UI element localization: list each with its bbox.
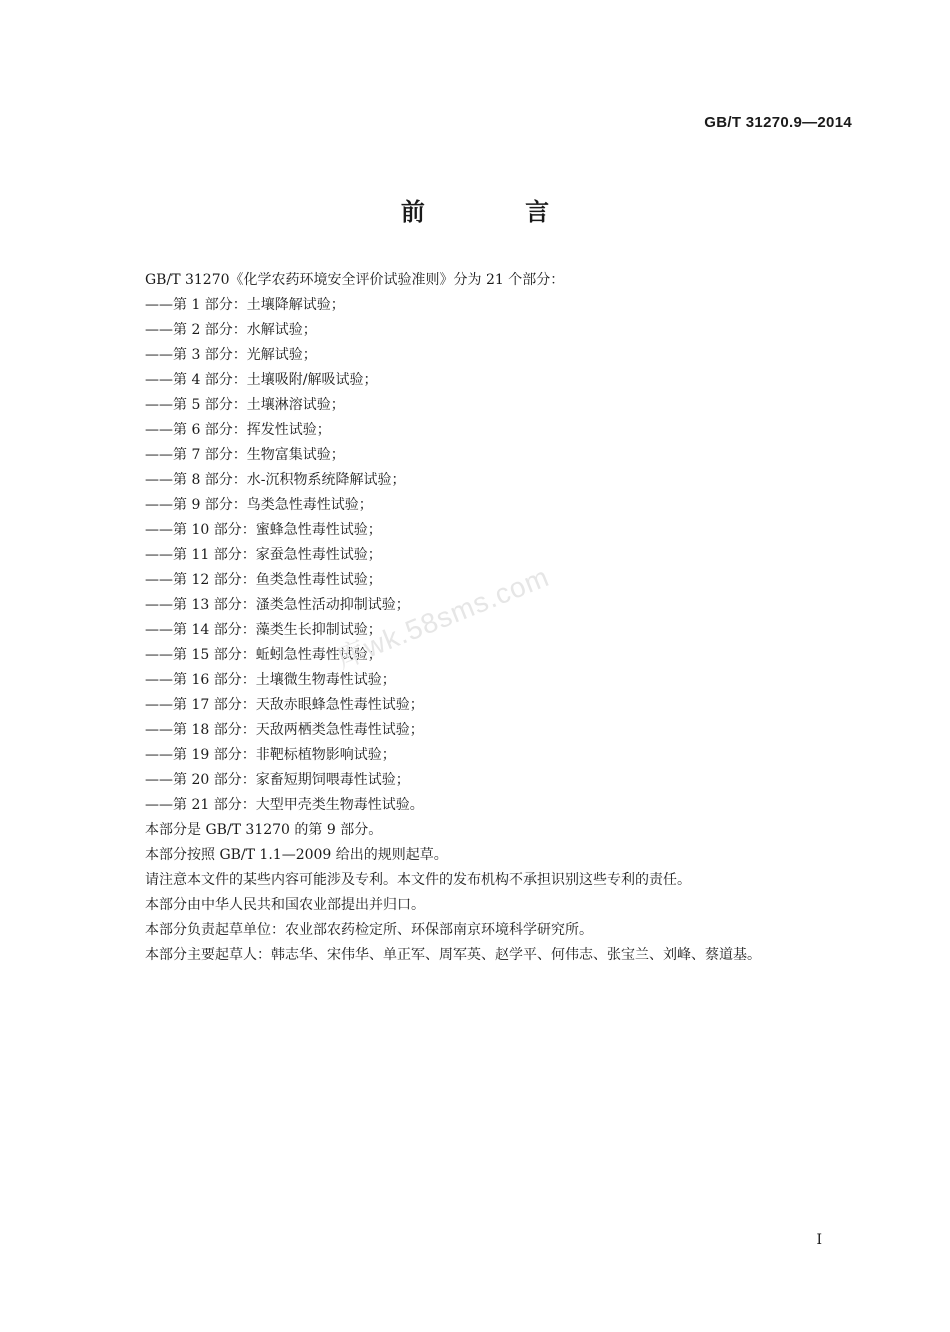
- list-item: ——第 12 部分：鱼类急性毒性试验；: [145, 572, 382, 588]
- page-title: 前 言: [400, 198, 596, 226]
- list-item: ——第 10 部分：蜜蜂急性毒性试验；: [145, 522, 382, 538]
- list-item: ——第 17 部分：天敌赤眼蜂急性毒性试验；: [145, 697, 424, 713]
- list-item: ——第 5 部分：土壤淋溶试验；: [145, 397, 345, 413]
- page-number: I: [816, 1232, 822, 1248]
- list-item: ——第 20 部分：家畜短期饲喂毒性试验；: [145, 772, 410, 788]
- list-item: ——第 2 部分：水解试验；: [145, 322, 317, 338]
- list-item: ——第 4 部分：土壤吸附/解吸试验；: [145, 372, 378, 388]
- note-line: 请注意本文件的某些内容可能涉及专利。本文件的发布机构不承担识别这些专利的责任。: [145, 872, 691, 888]
- list-item: ——第 18 部分：天敌两栖类急性毒性试验；: [145, 722, 424, 738]
- intro-paragraph: GB/T 31270《化学农药环境安全评价试验准则》分为 21 个部分：: [145, 272, 565, 288]
- parts-list: [145, 293, 825, 818]
- note-line: 本部分由中华人民共和国农业部提出并归口。: [145, 897, 425, 913]
- list-item: ——第 14 部分：藻类生长抑制试验；: [145, 622, 382, 638]
- list-item: ——第 16 部分：土壤微生物毒性试验；: [145, 672, 396, 688]
- list-item: ——第 15 部分：蚯蚓急性毒性试验；: [145, 647, 382, 663]
- note-line: 本部分主要起草人：韩志华、宋伟华、单正军、周军英、赵学平、何伟志、张宝兰、刘峰、蔡道基。: [145, 947, 761, 963]
- note-line: 本部分按照 GB/T 1.1—2009 给出的规则起草。: [145, 847, 448, 863]
- list-item: ——第 21 部分：大型甲壳类生物毒性试验。: [145, 797, 424, 813]
- notes-section: [145, 818, 825, 968]
- list-item: ——第 13 部分：溞类急性活动抑制试验；: [145, 597, 410, 613]
- list-item: ——第 6 部分：挥发性试验；: [145, 422, 331, 438]
- standard-number: GB/T 31270.9—2014: [704, 114, 852, 131]
- note-line: 本部分是 GB/T 31270 的第 9 部分。: [145, 822, 383, 838]
- list-item: ——第 1 部分：土壤降解试验；: [145, 297, 345, 313]
- list-item: ——第 8 部分：水-沉积物系统降解试验；: [145, 472, 406, 488]
- list-item: ——第 9 部分：鸟类急性毒性试验；: [145, 497, 373, 513]
- list-item: ——第 7 部分：生物富集试验；: [145, 447, 345, 463]
- list-item: ——第 3 部分：光解试验；: [145, 347, 317, 363]
- note-line: 本部分负责起草单位：农业部农药检定所、环保部南京环境科学研究所。: [145, 922, 593, 938]
- list-item: ——第 11 部分：家蚕急性毒性试验；: [145, 547, 382, 563]
- watermark: 库wk.58sms.com: [332, 560, 554, 675]
- list-item: ——第 19 部分：非靶标植物影响试验；: [145, 747, 396, 763]
